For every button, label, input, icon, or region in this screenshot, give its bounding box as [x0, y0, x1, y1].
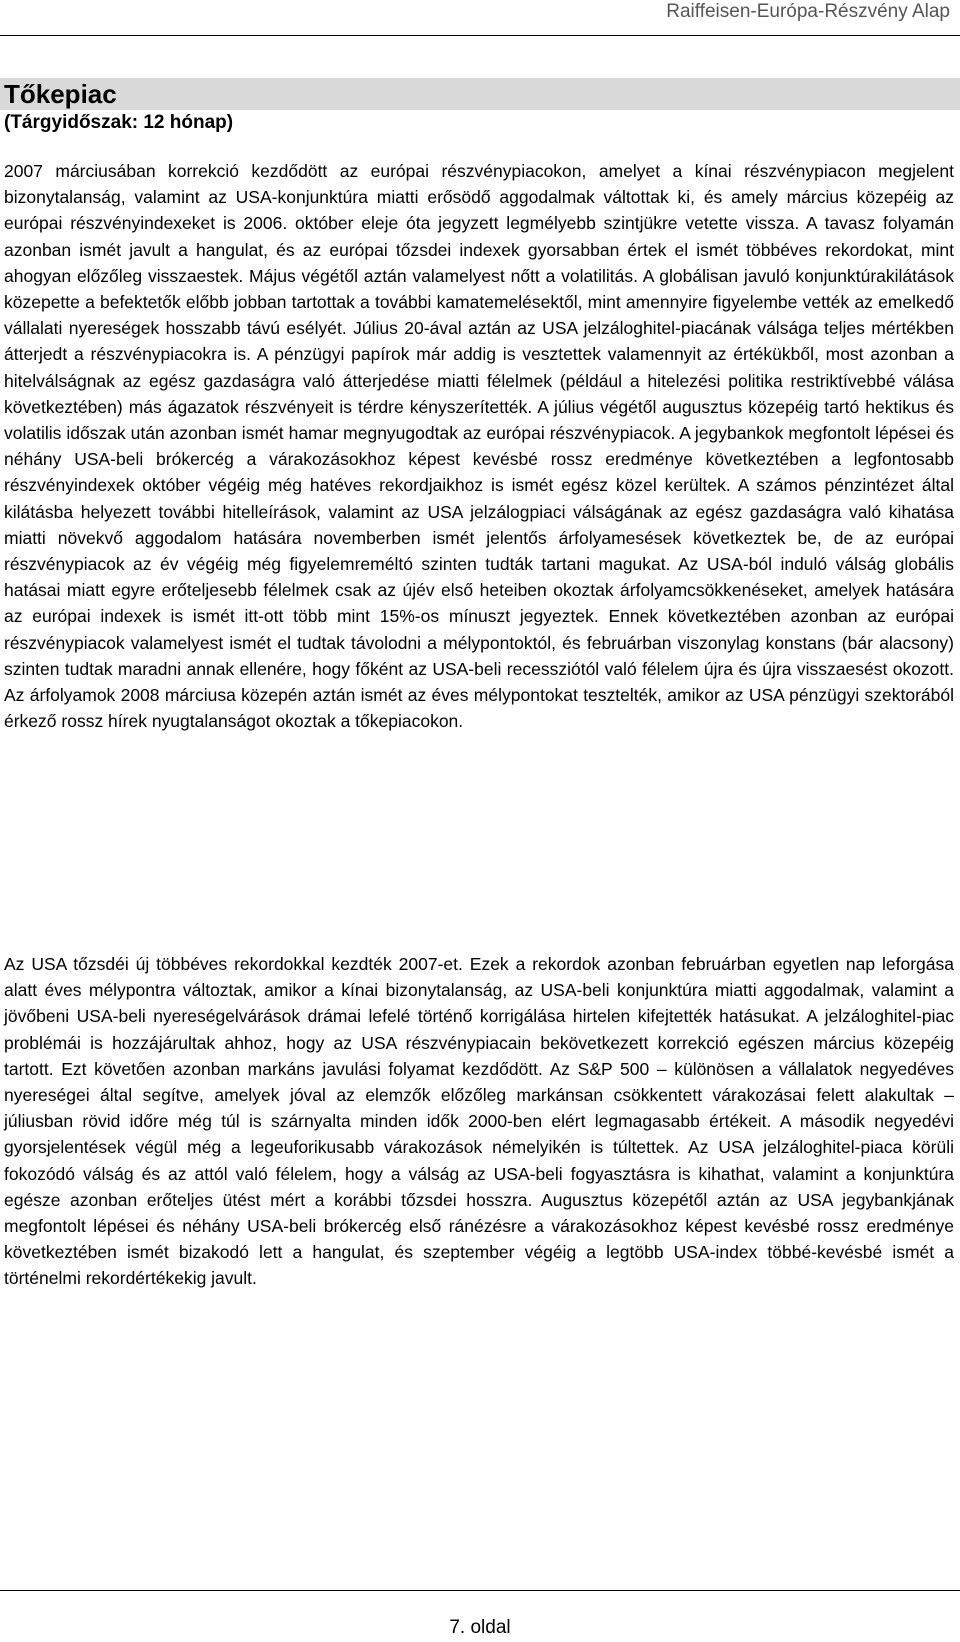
- section-heading-band: [0, 78, 960, 110]
- body-paragraph: Az USA tőzsdéi új többéves rekordokkal kezdték 2007-et. Ezek a rekordok azonban februárban egyetlen nap leforgása alatt éves mélypontra változtak, amikor a kínai bizonytalanság, az USA-beli konjunktúra miatti aggodalmak, valamint a jövőbeni USA-beli nyereségelvárások drámai lefelé történő korrigálása hirtelen kifejtették hatásukat. A jelzáloghitel-piac problémái is hozzájárultak ahhoz, hogy az USA részvénypiacain bekövetkezett korrekció egészen március közepéig tartott. Ezt követően azonban markáns javulási folyamat kezdődött. Az S&P 500 – különösen a vállalatok negyedéves nyereségei által segítve, amelyek jóval az elemzők előzőleg markánsan csökkentett várakozásai felett alakultak – júliusban rövid időre még túl is szárnyalta minden idők 2000-ben elért legmagasabb értékeit. A második negyedévi gyorsjelentések végül még a legeuforikusabb várakozások némelyikén is túltettek. Az USA jelzáloghitel-piaca körüli fokozódó válság és az attól való félelem, hogy a válság az USA-beli fogyasztásra is kihathat, valamint a konjunktúra egésze azonban erőteljes ütést mért a korábbi tőzsdei hosszra. Augusztus közepétől aztán az USA jegybankjának megfontolt lépései és néhány USA-beli brókercég első ránézésre a várakozásokhoz képest kevésbé rossz eredménye következtében ismét bizakodó lett a hangulat, és szeptember végéig a legtöbb USA-index többé-kevésbé ismét a történelmi rekordérték​ekig javult.: [4, 954, 954, 1289]
- section-title: Tőkepiac: [4, 79, 117, 109]
- document-header-title: Raiffeisen-Európa-Részvény Alap: [666, 1, 950, 22]
- footer-divider: [0, 1590, 960, 1591]
- section-subtitle: (Tárgyidőszak: 12 hónap): [4, 112, 234, 133]
- page-number: 7. oldal: [449, 1617, 511, 1638]
- body-paragraph: 2007 márciusában korrekció kezdődött az európai részvénypiacokon, amelyet a kínai részvénypiacon megjelent bizonytalanság, valamint az USA-konjunktúra miatti erősödő aggodalmak váltottak ki, és amely március közepéig az európai részvényindexeket is 2006. október eleje óta jegyzett legmélyebb szintjükre vetette vissza. A tavasz folyamán azonban ismét javult a hangulat, és az európai tőzsdei indexek gyorsabban értek el ismét többéves rekordokat, mint ahogyan előzőleg visszaestek. Május végétől aztán valamelyest nőtt a volatilitás. A globálisan javuló konjunktúrakilátások közepette a befektetők előbb jobban tartottak a további kamatemelésektől, mint amennyire figyelembe vették az emelkedő vállalati nyereségek hosszabb távú esélyét. Július 20-ával aztán az USA jelzáloghitel-piacának válsága teljes mértékben átterjedt a részvénypiacokra is. A pénzügyi papírok már addig is vesztettek valamennyit az értékükből, most azonban a hitelválságnak az egész gazdaságra való átterjedése miatti félelmek (például a hitelezési politika restriktívebbé válása következtében) más ágazatok részvényeit is térdre kényszerítették. A július végétől augusztus közepéig tartó hektikus és volatilis időszak után azonban ismét hamar megnyugodtak az európai részvénypiacok. A jegybankok megfontolt lépései és néhány USA-beli brókercég a várakozásokhoz képest kevésbé rossz eredménye következtében a legfontosabb részvényindexek október végéig még hatéves rekordjaikhoz is ismét egész közel kerültek. A számos pénzintézet által kilátásba helyezett további hitelleírások, valamint az USA jelzálogpiaci válságának az egész gazdaságra való kihatása miatti növekvő aggodalom hatására novemberben ismét jelentős árfolyamesések következtek be, de az európai részvénypiacok az év végéig még figyelemreméltó szinten tudták tartani magukat. Az USA-ból induló válság globális hatásai miatt egyre erőteljesebb félelmek csak az újév első heteiben okoztak árfolyamcsökkenéseket, amelyek hatására az európai indexek is ismét itt-ott több mint 15%-os mínuszt jegyeztek. Ennek következtében azonban az európai részvénypiacok valamelyest ismét el tudtak távolodni a mélypontoktól, és februárban viszonylag konstans (bár alacsony) szinten tudtak maradni annak ellenére, hogy főként az USA-beli recessziótól való félelem újra és újra visszaesést okozott. Az árfolyamok 2008 márciusa közepén aztán ismét az éves mélypontokat tesztelték, amikor az USA pénzügyi szektorából érkező rossz hírek nyugtalanságot okoztak a tőkepiacokon.: [4, 161, 954, 732]
- header-divider: [0, 35, 960, 36]
